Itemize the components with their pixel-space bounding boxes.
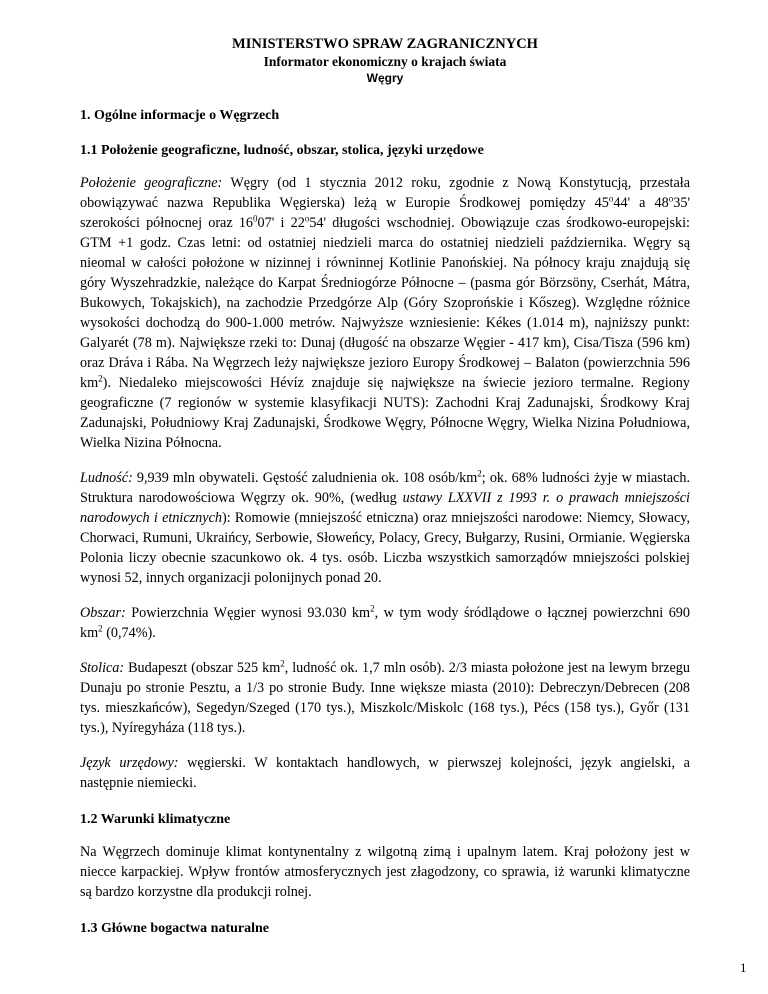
population-label: Ludność: [80, 470, 133, 486]
area-paragraph: Obszar: Powierzchnia Węgier wynosi 93.030 $km^2$, w tym wody śródlądowe o łącznej powierzchni 690 $km^2$ (0,74%). [80, 603, 690, 641]
capital-label: Stolica: [80, 660, 125, 676]
law-reference: ustawy LXXVII z 1993 r. o prawach mniejszości narodowych i etnicznych [80, 490, 690, 526]
language-paragraph: Język urzędowy: węgierski. W kontaktach handlowych, w pierwszej kolejności, język angielski, a następnie niemiecki. [80, 755, 690, 791]
geography-paragraph: Położenie geograficzne: Węgry (od 1 stycznia 2012 roku, zgodnie z Nową Konstytucją, przestała obowiązywać nazwa Republika Węgierska) leżą w Europie Środkowej pomiędzy 45$^o$44' a 48$^o$35' szerokości północnej oraz $16^007'$ i 22$^o$54' długości wschodniej. Obowiązuje czas środkowo-europejski: GTM +1 godz. Czas letni: od ostatniej niedzieli marca do ostatniej niedzieli października. Węgry są nieomal w całości położone w nizinnej i równinnej Kotlinie Panońskiej. Na północy kraju znajdują się góry Wyszehradzkie, należące do Karpat Średniogórze Północne – (pasma gór Börzsöny, Cserhát, Mátra, Bukowych, Tokajskich), na zachodzie Przedgórze Alp (Góry Szoprońskie i Kőszeg). Względne różnice wysokości dochodzą do 900-1.000 metrów. Najwyższe wzniesienie: Kékes (1.014 m), najniższy punkt: Galyarét (78 m). Największe rzeki to: Dunaj (długość na obszarze Węgier - 417 km), Cisa/Tisza (596 km) oraz Dráva i Rába. Na Węgrzech leży największe jezioro Europy Środkowej – Balaton (powierzchnia 596 $km^2$). Niedaleko miejscowości Hévíz znajduje się największe na świecie jezioro termalne. Regiony geograficzne (7 regionów w systemie klasyfikacji NUTS): Zachodni Kraj Zadunajski, Środkowy Kraj Zadunajski, Południowy Kraj Zadunajski, Środkowe Węgry, Północne Węgry, Wielka Nizina Południowa, Wielka Nizina Północna. [80, 175, 690, 451]
section-1-3-heading: 1.3 Główne bogactwa naturalne [80, 921, 269, 936]
section-1-heading: 1. Ogólne informacje o Węgrzech [80, 108, 280, 123]
area-label: Obszar: [80, 605, 126, 621]
climate-paragraph: Na Węgrzech dominuje klimat kontynentalny z wilgotną zimą i upalnym latem. Kraj położony jest w niecce karpackiej. Wpływ frontów atmosferycznych jest złagodzony, co sprawia, iż warunki klimatyczne są bardzo korzystne dla produkcji rolnej. [80, 844, 690, 900]
ministry-title: MINISTERSTWO SPRAW ZAGRANICZNYCH [232, 36, 538, 52]
page-number: 1 [740, 960, 747, 975]
geography-label: Położenie geograficzne: [80, 175, 223, 191]
capital-paragraph: Stolica: Budapeszt (obszar 525 $km^2$, ludność ok. 1,7 mln osób). 2/3 miasta położone jest na lewym brzegu Dunaju po stronie Pesztu, a 1/3 po stronie Budy. Inne większe miasta (2010): Debreczyn/Debrecen (208 tys. mieszkańców), Segedyn/Szeged (170 tys.), Miszkolc/Miskolc (168 tys.), Pécs (158 tys.), Győr (131 tys.), Nyíregyháza (118 tys.). [80, 658, 690, 736]
section-1-1-heading: 1.1 Położenie geograficzne, ludność, obszar, stolica, języki urzędowe [80, 143, 484, 158]
language-label: Język urzędowy: [80, 755, 179, 771]
section-1-2-heading: 1.2 Warunki klimatyczne [80, 812, 231, 827]
document-subtitle: Informator ekonomiczny o krajach świata [263, 54, 507, 69]
document-header [80, 36, 690, 87]
document-page [80, 36, 690, 937]
country-name: Węgry [366, 71, 404, 85]
population-paragraph: Ludność: 9,939 mln obywateli. Gęstość zaludnienia ok. 108 osób/$km^2$; ok. 68% ludności żyje w miastach. Struktura narodowościowa Węgrzy ok. 90%, (według ustawy LXXVII z 1993 r. o prawach mniejszości narodowych i etnicznych): Romowie (mniejszość etniczna) oraz mniejszości narodowe: Niemcy, Słowacy, Chorwaci, Rumuni, Ukraińcy, Serbowie, Słoweńcy, Polacy, Grecy, Bułgarzy, Rusini, Ormianie. Węgierska Polonia liczy obecnie szacunkowo ok. 4 tys. osób. Liczba wszystkich samorządów mniejszości polskiej wynosi 52, innych organizacji polonijnych ponad 20. [80, 468, 690, 586]
